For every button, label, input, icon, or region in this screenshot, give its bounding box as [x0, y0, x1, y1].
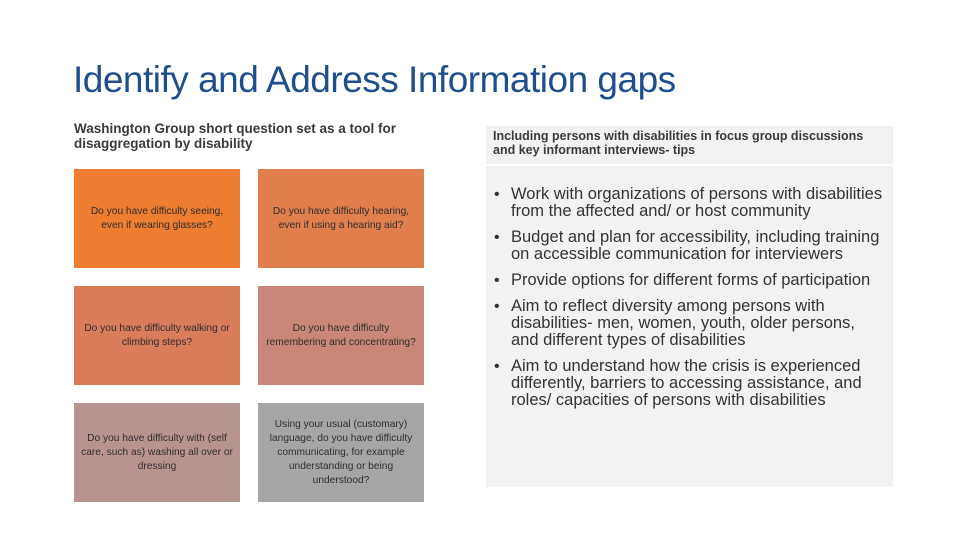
tip-text: Aim to reflect diversity among persons with disabilities- men, women, youth, older persons, and different types of disabilities	[511, 297, 855, 349]
tip-text: Budget and plan for accessibility, including training on accessible communication for interviewers	[511, 228, 880, 263]
bullet-icon: •	[494, 186, 500, 203]
left-column-heading: Washington Group short question set as a tool for disaggregation by disability	[74, 121, 397, 151]
list-item	[492, 358, 885, 409]
list-item	[492, 229, 885, 263]
question-tile-self-care: Do you have difficulty with (self care, such as) washing all over or dressing	[74, 403, 240, 502]
tips-panel	[486, 166, 893, 487]
question-tile-remembering: Do you have difficulty remembering and concentrating?	[258, 286, 424, 385]
slide-title: Identify and Address Information gaps	[73, 59, 676, 100]
question-tile-hearing: Do you have difficulty hearing, even if using a hearing aid?	[258, 169, 424, 268]
question-tile-seeing: Do you have difficulty seeing, even if wearing glasses?	[74, 169, 240, 268]
tip-text: Provide options for different forms of participation	[511, 271, 871, 289]
question-tile-walking: Do you have difficulty walking or climbing steps?	[74, 286, 240, 385]
tip-text: Work with organizations of persons with disabilities from the affected and/ or host community	[511, 185, 883, 220]
list-item	[492, 298, 885, 349]
right-column-heading: Including persons with disabilities in focus group discussions and key informant interviews- tips	[486, 126, 893, 164]
bullet-icon: •	[494, 272, 500, 289]
bullet-icon: •	[494, 298, 500, 315]
question-tile-communicating: Using your usual (customary) language, do you have difficulty communicating, for example understanding or being understood?	[258, 403, 424, 502]
bullet-icon: •	[494, 229, 500, 246]
tips-list	[492, 186, 885, 409]
bullet-icon: •	[494, 358, 500, 375]
list-item	[492, 272, 885, 289]
list-item	[492, 186, 885, 220]
tip-text: Aim to understand how the crisis is experienced differently, barriers to accessing assistance, and roles/ capacities of persons with disabilities	[511, 357, 862, 409]
